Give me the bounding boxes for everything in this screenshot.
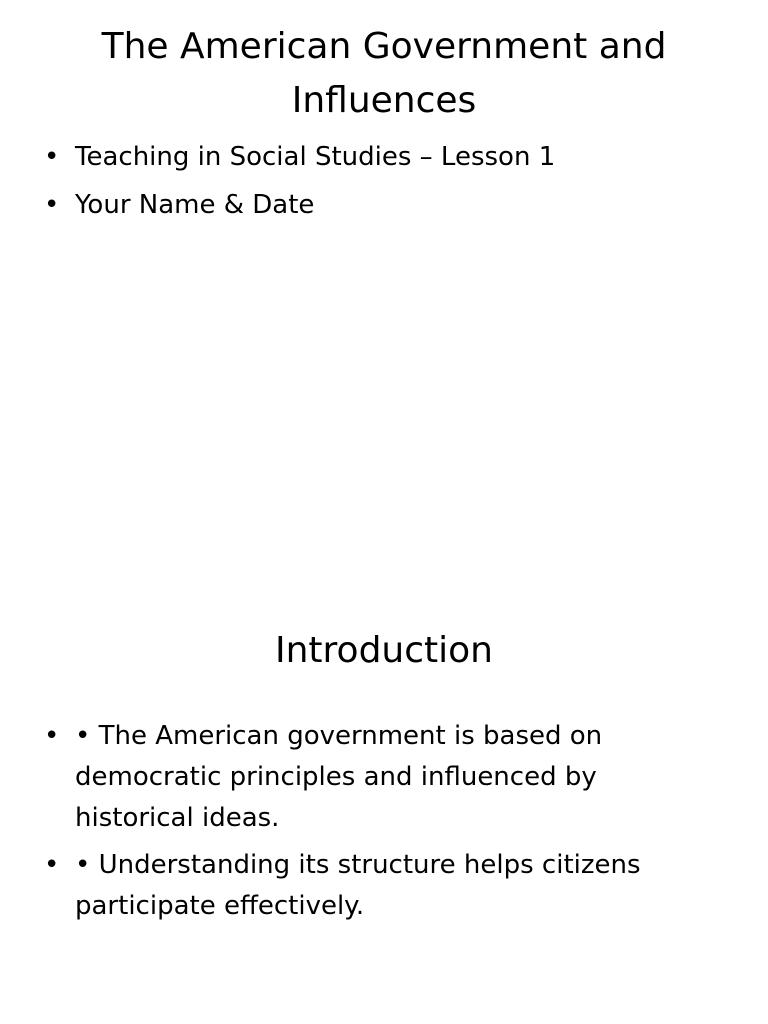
bullet-icon: • [44,142,60,172]
bullet-icon: • [44,190,60,220]
bullet-text: Teaching in Social Studies – Lesson 1 [75,142,556,172]
slide-2-bullet-list [44,716,704,933]
slide-2-title: Introduction [274,630,493,671]
bullet-icon: • [44,721,60,751]
slide-1-bullet-list [44,140,704,236]
bullet-item [44,140,704,174]
slide-2 [0,512,768,1024]
bullet-icon: • [44,850,60,880]
bullet-item [44,716,704,839]
bullet-text: • The American government is based on democratic principles and influenced by historical ideas. [75,721,603,833]
bullet-text: • Understanding its structure helps citizens participate effectively. [75,850,641,921]
slide-1-title: The American Government and Influences [101,26,667,121]
bullet-text: Your Name & Date [75,190,315,220]
bullet-item [44,845,704,927]
bullet-item [44,188,704,222]
